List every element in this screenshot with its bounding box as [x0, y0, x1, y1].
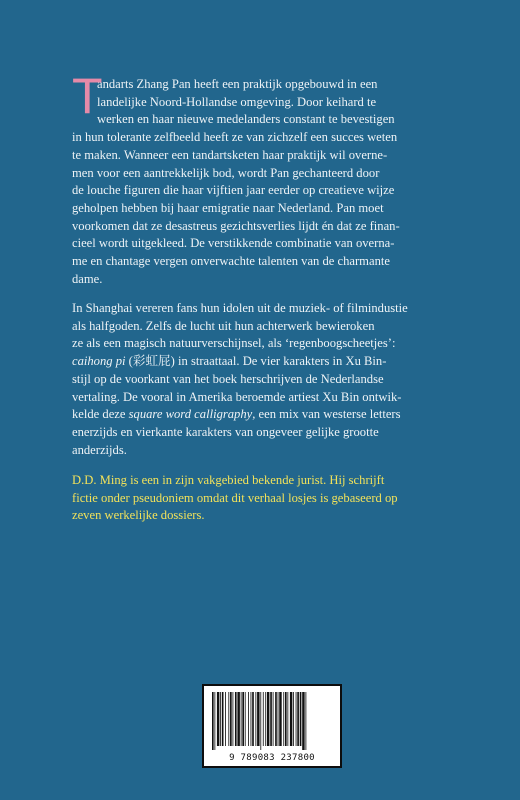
synopsis-line: men voor een aantrekkelijk bod, wordt Pan gechanteerd door	[72, 165, 380, 180]
italic-term: square word calligraphy	[128, 407, 253, 422]
author-bio-line: fictie onder pseudoniem omdat dit verhaal losjes is gebaseerd op	[72, 490, 398, 505]
cover-art-line: ze als een magisch natuurverschijnsel, als ‘regenboogscheetjes’:	[72, 336, 396, 351]
cover-art-line	[72, 406, 482, 424]
cover-art-line-text: (彩虹屁) in straattaal. De vier karakters in Xu Bin-	[125, 354, 387, 369]
synopsis-line: me en chantage vergen onverwachte talenten van de charmante	[72, 254, 390, 269]
synopsis-line: de louche figuren die haar vijftien jaar eerder op creatieve wijze	[72, 183, 395, 198]
synopsis-line-text: andarts Zhang Pan heeft een praktijk opgebouwd in een	[97, 77, 378, 91]
synopsis-line: te maken. Wanneer een tandartsketen haar praktijk wil overne-	[72, 147, 388, 162]
cover-art-line: anderzijds.	[72, 442, 127, 457]
cover-art-line: vertaling. De vooral in Amerika beroemde artiest Xu Bin ontwik-	[72, 389, 402, 404]
synopsis-line: geholpen hebben bij haar emigratie naar Nederland. Pan moet	[72, 200, 384, 215]
author-bio-paragraph	[72, 472, 482, 525]
italic-term: caihong pi	[72, 354, 126, 369]
cover-art-line	[72, 353, 482, 371]
cover-art-line-text: , een mix van westerse letters	[252, 407, 401, 422]
cover-art-line-text: kelde deze	[72, 407, 129, 422]
synopsis-paragraph	[72, 68, 482, 288]
cover-art-line: als halfgoden. Zelfs de lucht uit hun achterwerk bewieroken	[72, 318, 375, 333]
isbn-barcode	[202, 684, 342, 768]
synopsis-line: cieel wordt uitgekleed. De verstikkende combinatie van overna-	[72, 236, 395, 251]
synopsis-line: werken en haar nieuwe medelanders constant te bevestigen	[97, 112, 395, 127]
cover-art-line: stijl op de voorkant van het boek herschrijven de Nederlandse	[72, 371, 384, 386]
synopsis-line: in hun tolerante zelfbeeld heeft ze van zichzelf een succes weten	[72, 130, 398, 145]
cover-art-line: enerzijds en vierkante karakters van ongeveer gelijke grootte	[72, 424, 379, 439]
isbn-number: 9 789083 237800	[229, 753, 315, 763]
cover-art-paragraph	[72, 300, 482, 459]
drop-cap: T	[72, 68, 103, 124]
synopsis-line: voorkomen dat ze desastreus gezichtsverlies lijdt én dat ze finan-	[72, 218, 400, 233]
barcode-bars	[210, 692, 334, 750]
author-bio-line: D.D. Ming is een in zijn vakgebied bekende jurist. Hij schrijft	[72, 473, 385, 487]
author-bio-line: zeven werkelijke dossiers.	[72, 508, 205, 523]
synopsis-line: landelijke Noord-Hollandse omgeving. Door keihard te	[97, 94, 377, 109]
cover-art-line: In Shanghai vereren fans hun idolen uit de muziek- of filmindustie	[72, 301, 408, 315]
synopsis-line: dame.	[72, 271, 103, 286]
